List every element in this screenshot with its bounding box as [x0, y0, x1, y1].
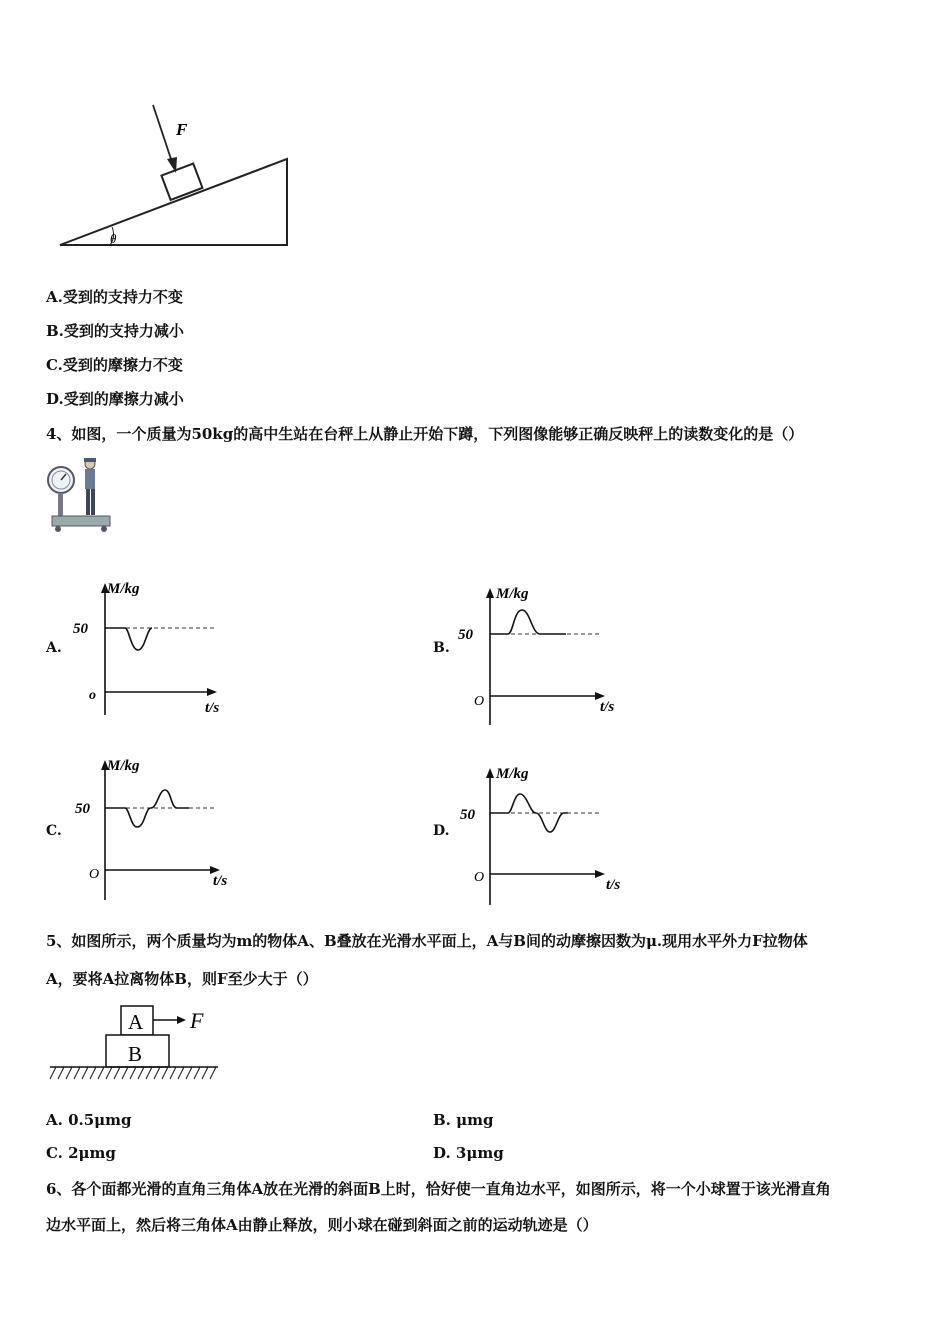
block-b-label: B: [128, 1042, 143, 1066]
q3-option-d: D.受到的摩擦力减小: [46, 390, 184, 408]
graph-a-value: 50: [73, 621, 88, 637]
q4-stem: 4、如图，一个质量为50kg的高中生站在台秤上从静止开始下蹲，下列图像能够正确反映秤上的读数变化的是（）: [46, 425, 804, 443]
graph-b-ylabel: M/kg: [496, 586, 529, 602]
q3-option-a: A.受到的支持力不变: [46, 288, 183, 306]
graph-c-origin: O: [89, 867, 100, 882]
graph-a-xlabel: t/s: [205, 700, 220, 716]
q6-stem-line1: 6、各个面都光滑的直角三角体A放在光滑的斜面B上时，恰好使一直角边水平，如图所示，将一个小球置于该光滑直角: [46, 1180, 831, 1198]
graph-d: [450, 760, 630, 905]
q5-option-c: C. 2μmg: [46, 1144, 116, 1162]
graph-d-ylabel: M/kg: [496, 766, 529, 782]
q5-stem-line2: A，要将A拉离物体B，则F至少大于（）: [46, 970, 318, 988]
block-a-label: A: [128, 1010, 144, 1034]
q5-option-b: B. μmg: [433, 1111, 494, 1129]
q3-option-c: C.受到的摩擦力不变: [46, 356, 183, 374]
graph-a: [65, 575, 245, 720]
graph-b: [450, 580, 630, 725]
graph-b-label: B.: [433, 640, 450, 656]
graph-a-label: A.: [46, 640, 62, 656]
q5-option-d: D. 3μmg: [433, 1144, 504, 1162]
graph-d-xlabel: t/s: [606, 877, 621, 893]
q6-stem-line2: 边水平面上，然后将三角体A由静止释放，则小球在碰到斜面之前的运动轨迹是（）: [46, 1216, 598, 1234]
scale-person-illustration: [44, 456, 114, 536]
incline-figure: [50, 95, 300, 255]
graph-d-value: 50: [460, 807, 475, 823]
graph-c-value: 50: [75, 801, 90, 817]
force-f-label: F: [190, 1008, 204, 1033]
graph-b-xlabel: t/s: [600, 699, 615, 715]
q5-stem-line1: 5、如图所示，两个质量均为m的物体A、B叠放在光滑水平面上，A与B间的动摩擦因数为μ.现用水平外力F拉物体: [46, 932, 808, 950]
angle-label: θ: [110, 231, 117, 246]
graph-c-xlabel: t/s: [213, 873, 228, 889]
q3-option-b: B.受到的支持力减小: [46, 322, 184, 340]
graph-c-label: C.: [46, 823, 62, 839]
graph-b-value: 50: [458, 627, 473, 643]
graph-d-origin: O: [474, 870, 485, 885]
graph-a-ylabel: M/kg: [107, 581, 140, 597]
graph-c: [65, 752, 250, 902]
graph-d-label: D.: [433, 823, 450, 839]
stacked-blocks-figure: [46, 1002, 226, 1084]
graph-a-origin: o: [89, 688, 96, 703]
graph-c-ylabel: M/kg: [107, 758, 140, 774]
graph-b-origin: O: [474, 694, 485, 709]
q5-option-a: A. 0.5μmg: [46, 1111, 132, 1129]
force-label: F: [176, 120, 188, 139]
